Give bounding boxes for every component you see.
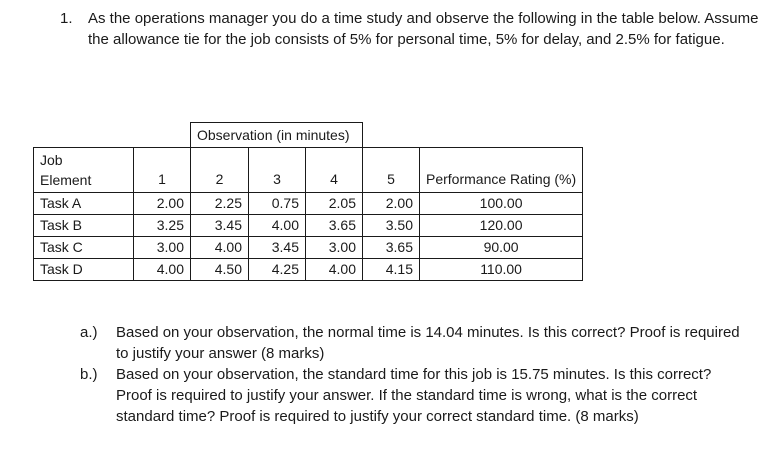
job-element-header bbox=[34, 148, 134, 193]
obs-value: 4.00 bbox=[306, 259, 363, 281]
obs-header-2: 2 bbox=[191, 148, 249, 193]
task-name: Task A bbox=[34, 193, 134, 215]
obs-value: 3.00 bbox=[134, 237, 191, 259]
obs-value: 4.00 bbox=[191, 237, 249, 259]
task-name: Task B bbox=[34, 215, 134, 237]
question-text: As the operations manager you do a time study and observe the following in the table below. Assume the allowance tie for the job consists of 5% for personal time, 5% for delay, and 2.5% for fatigue. bbox=[88, 10, 759, 48]
job-element-header-line2: Element bbox=[40, 172, 92, 188]
table-row bbox=[34, 193, 583, 215]
subquestion-a bbox=[80, 322, 750, 364]
obs-value: 2.05 bbox=[306, 193, 363, 215]
obs-value: 3.00 bbox=[306, 237, 363, 259]
obs-value: 3.50 bbox=[363, 215, 420, 237]
rating-value: 120.00 bbox=[420, 215, 583, 237]
rating-header: Performance Rating (%) bbox=[420, 148, 583, 193]
table-row bbox=[34, 259, 583, 281]
obs-value: 3.65 bbox=[306, 215, 363, 237]
subquestion-text: Based on your observation, the standard time for this job is 15.75 minutes. Is this correct? Proof is required to justify your answer. If the standard time is wrong, what is the correct standard time? Proof is required to justify your correct standard time. (8 marks) bbox=[116, 366, 712, 425]
obs-value: 4.00 bbox=[134, 259, 191, 281]
job-element-header-line1: Job bbox=[40, 152, 63, 168]
obs-value: 3.65 bbox=[363, 237, 420, 259]
obs-value: 3.45 bbox=[249, 237, 306, 259]
subquestion-b bbox=[80, 364, 750, 427]
observation-group-header: Observation (in minutes) bbox=[191, 123, 363, 148]
obs-value: 3.45 bbox=[191, 215, 249, 237]
subquestion-label: a.) bbox=[80, 324, 98, 341]
obs-value: 4.25 bbox=[249, 259, 306, 281]
group-header-row bbox=[34, 123, 583, 148]
obs-header-4: 4 bbox=[306, 148, 363, 193]
obs-value: 3.25 bbox=[134, 215, 191, 237]
question-1 bbox=[60, 8, 760, 50]
obs-value: 2.00 bbox=[134, 193, 191, 215]
rating-value: 110.00 bbox=[420, 259, 583, 281]
task-name: Task D bbox=[34, 259, 134, 281]
subquestion-label: b.) bbox=[80, 366, 98, 383]
rating-value: 100.00 bbox=[420, 193, 583, 215]
task-name: Task C bbox=[34, 237, 134, 259]
table-row bbox=[34, 215, 583, 237]
obs-header-5: 5 bbox=[363, 148, 420, 193]
subquestion-text: Based on your observation, the normal time is 14.04 minutes. Is this correct? Proof is required to justify your answer (8 marks) bbox=[116, 324, 740, 362]
obs-value: 2.00 bbox=[363, 193, 420, 215]
obs-value: 4.15 bbox=[363, 259, 420, 281]
table-row bbox=[34, 237, 583, 259]
question-number: 1. bbox=[60, 10, 73, 27]
obs-header-1: 1 bbox=[134, 148, 191, 193]
obs-value: 4.50 bbox=[191, 259, 249, 281]
obs-value: 4.00 bbox=[249, 215, 306, 237]
obs-value: 2.25 bbox=[191, 193, 249, 215]
column-header-row bbox=[34, 148, 583, 193]
time-study-table bbox=[33, 122, 583, 281]
obs-value: 0.75 bbox=[249, 193, 306, 215]
rating-value: 90.00 bbox=[420, 237, 583, 259]
obs-header-3: 3 bbox=[249, 148, 306, 193]
